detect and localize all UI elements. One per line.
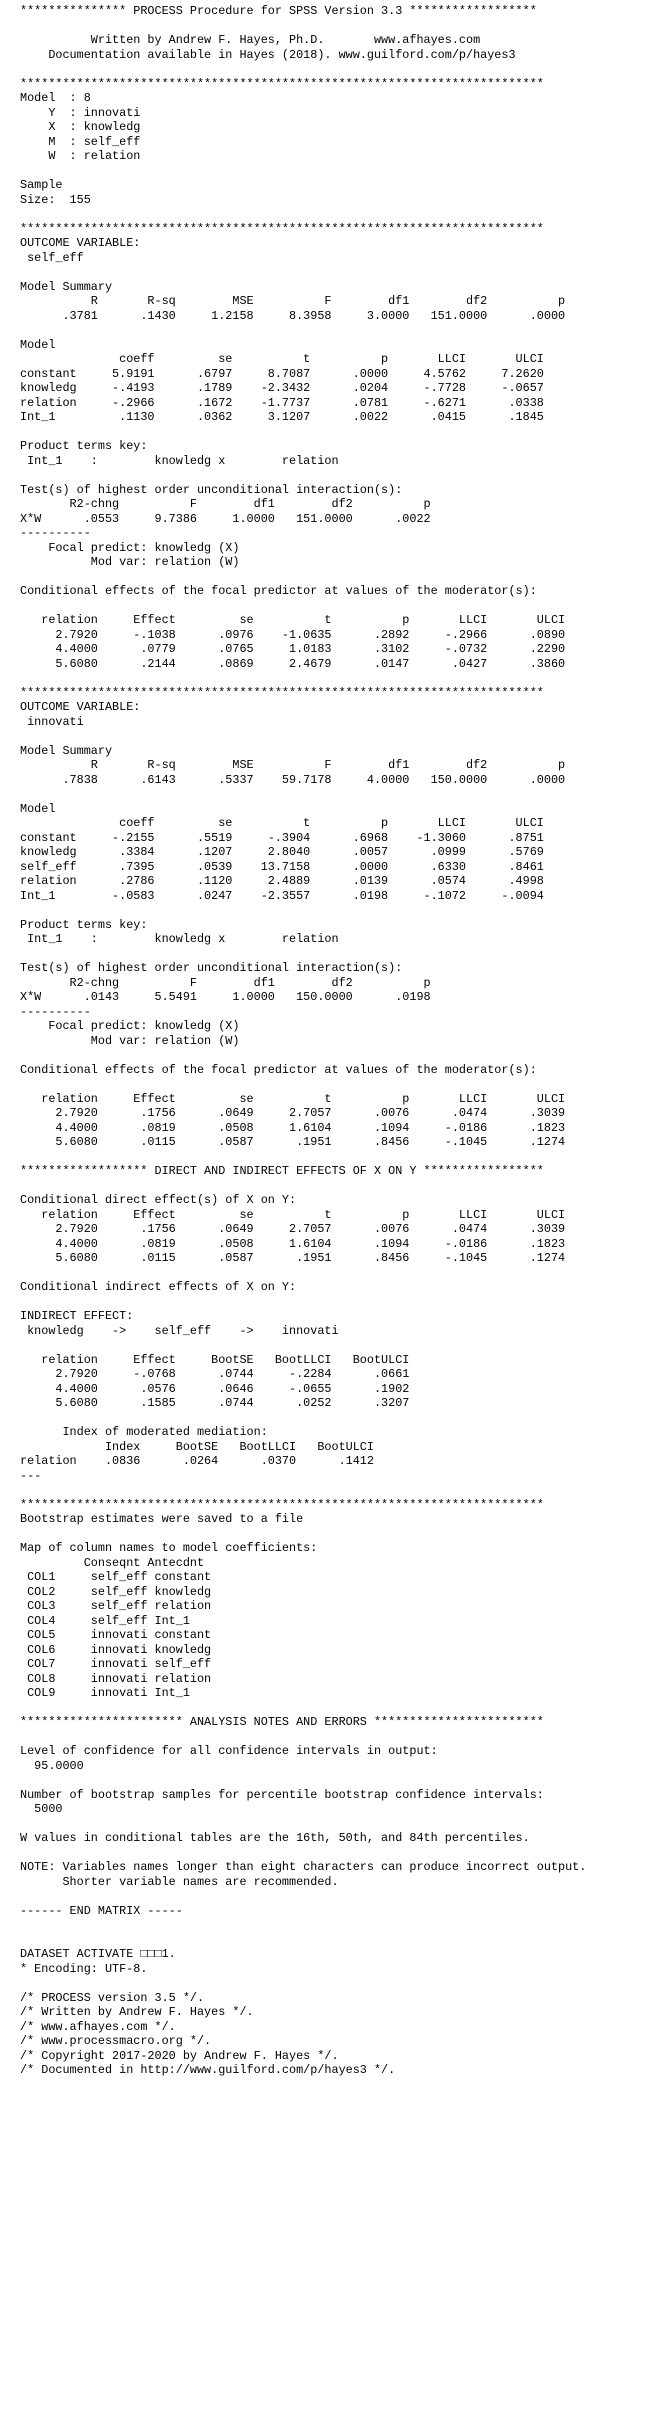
output-line xyxy=(20,1077,586,1092)
output-line: 5000 xyxy=(20,1802,63,1816)
output-line xyxy=(20,570,586,585)
output-line xyxy=(20,1846,586,1861)
output-line: Index of moderated mediation: xyxy=(20,1425,268,1439)
output-line: /* Copyright 2017-2020 by Andrew F. Hayes */. xyxy=(20,2048,339,2063)
output-line: relation .2786 .1120 2.4889 .0139 .0574 .4998 xyxy=(20,874,544,888)
output-line: ************************************************************************** xyxy=(20,1497,544,1512)
output-line xyxy=(20,1817,586,1832)
output-line xyxy=(20,947,586,962)
output-line: relation .0836 .0264 .0370 .1412 xyxy=(20,1454,374,1468)
output-line: /* www.processmacro.org */. xyxy=(20,2034,212,2048)
output-line xyxy=(20,1266,586,1281)
output-line xyxy=(20,1179,586,1194)
output-line: R R-sq MSE F df1 df2 p xyxy=(20,294,566,308)
output-line: OUTCOME VARIABLE: xyxy=(20,700,141,714)
output-line: Mod var: relation (W) xyxy=(20,1033,240,1048)
output-line: Number of bootstrap samples for percentile bootstrap confidence intervals: xyxy=(20,1787,544,1802)
output-line: X : knowledg xyxy=(20,120,141,134)
output-line: M : self_eff xyxy=(20,134,141,149)
output-line: COL7 innovati self_eff xyxy=(20,1657,212,1671)
output-line xyxy=(20,1338,586,1353)
output-line: 2.7920 .1756 .0649 2.7057 .0076 .0474 .3039 xyxy=(20,1222,566,1236)
output-line: relation Effect BootSE BootLLCI BootULCI xyxy=(20,1352,410,1367)
output-line: constant -.2155 .5519 -.3904 .6968 -1.3060 .8751 xyxy=(20,830,544,845)
output-line xyxy=(20,1730,586,1745)
output-line xyxy=(20,207,586,222)
output-line: Y : innovati xyxy=(20,105,141,120)
output-line: knowledg .3384 .1207 2.8040 .0057 .0999 .5769 xyxy=(20,845,544,859)
output-line xyxy=(20,903,586,918)
output-line: ************************************************************************** xyxy=(20,76,544,91)
output-line: Model xyxy=(20,337,56,352)
output-line xyxy=(20,1295,586,1310)
output-line: ---------- xyxy=(20,526,91,540)
output-line: 5.6080 .0115 .0587 .1951 .8456 -.1045 .1274 xyxy=(20,1135,566,1149)
output-line: Int_1 : knowledg x relation xyxy=(20,932,339,946)
output-line xyxy=(20,1889,586,1904)
output-line xyxy=(20,1527,586,1542)
output-line xyxy=(20,1918,586,1933)
output-line: Int_1 : knowledg x relation xyxy=(20,453,339,468)
output-line xyxy=(20,787,586,802)
output-line: /* PROCESS version 3.5 */. xyxy=(20,1990,205,2005)
output-line: Conditional direct effect(s) of X on Y: xyxy=(20,1193,297,1207)
output-line: Bootstrap estimates were saved to a file xyxy=(20,1512,304,1526)
output-line: *********************** ANALYSIS NOTES AND ERRORS ************************ xyxy=(20,1715,544,1729)
output-line: COL1 self_eff constant xyxy=(20,1570,212,1584)
output-line: Conditional effects of the focal predictor at values of the moderator(s): xyxy=(20,1062,537,1077)
output-line: COL4 self_eff Int_1 xyxy=(20,1613,190,1628)
output-line: Test(s) of highest order unconditional interaction(s): xyxy=(20,482,403,497)
output-line: constant 5.9191 .6797 8.7087 .0000 4.5762 7.2620 xyxy=(20,366,544,381)
output-line: coeff se t p LLCI ULCI xyxy=(20,816,544,830)
output-line: Conditional effects of the focal predictor at values of the moderator(s): xyxy=(20,584,537,598)
output-line: 4.4000 .0819 .0508 1.6104 .1094 -.0186 .1823 xyxy=(20,1120,566,1135)
output-line xyxy=(20,1411,586,1426)
output-line xyxy=(20,468,586,483)
output-line: .7838 .6143 .5337 59.7178 4.0000 150.0000 .0000 xyxy=(20,772,566,787)
output-line: 2.7920 .1756 .0649 2.7057 .0076 .0474 .3039 xyxy=(20,1106,566,1120)
output-line xyxy=(20,19,586,34)
output-line: R2-chng F df1 df2 p xyxy=(20,975,431,990)
output-line: Map of column names to model coefficients: xyxy=(20,1541,318,1555)
output-line xyxy=(20,1483,586,1498)
output-line xyxy=(20,729,586,744)
output-line xyxy=(20,671,586,686)
output-line: Product terms key: xyxy=(20,439,148,453)
output-line: Focal predict: knowledg (X) xyxy=(20,540,240,555)
output-line xyxy=(20,323,586,338)
output-line: COL6 innovati knowledg xyxy=(20,1642,212,1657)
output-line: Sample xyxy=(20,178,63,192)
output-line: 5.6080 .1585 .0744 .0252 .3207 xyxy=(20,1396,410,1410)
output-line: Model Summary xyxy=(20,279,113,294)
output-line: ************************************************************************** xyxy=(20,685,544,700)
output-line: Size: 155 xyxy=(20,192,91,207)
output-line: Documentation available in Hayes (2018). www.guilford.com/p/hayes3 xyxy=(20,47,516,62)
output-line: 5.6080 .0115 .0587 .1951 .8456 -.1045 .1274 xyxy=(20,1251,566,1265)
output-line: 4.4000 .0576 .0646 -.0655 .1902 xyxy=(20,1381,410,1396)
output-line xyxy=(20,425,586,440)
output-line: Int_1 .1130 .0362 3.1207 .0022 .0415 .1845 xyxy=(20,410,544,424)
output-line: COL3 self_eff relation xyxy=(20,1599,212,1613)
output-line: Test(s) of highest order unconditional interaction(s): xyxy=(20,961,403,975)
output-line: Product terms key: xyxy=(20,917,148,932)
output-line xyxy=(20,1701,586,1716)
output-line: /* www.afhayes.com */. xyxy=(20,2019,176,2034)
output-line: self_eff .7395 .0539 13.7158 .0000 .6330 .8461 xyxy=(20,859,544,874)
output-line: ---------- xyxy=(20,1004,91,1019)
output-line: relation Effect se t p LLCI ULCI xyxy=(20,1207,566,1222)
output-line: Model Summary xyxy=(20,743,113,758)
output-line: 5.6080 .2144 .0869 2.4679 .0147 .0427 .3860 xyxy=(20,656,566,671)
output-line: ************************************************************************** xyxy=(20,221,544,236)
output-line: 95.0000 xyxy=(20,1758,84,1773)
output-line xyxy=(20,1150,586,1165)
output-line: knowledg -> self_eff -> innovati xyxy=(20,1323,339,1338)
output-line xyxy=(20,1773,586,1788)
output-line: COL9 innovati Int_1 xyxy=(20,1686,190,1700)
output-line: X*W .0553 9.7386 1.0000 151.0000 .0022 xyxy=(20,511,431,526)
output-line xyxy=(20,1933,586,1948)
output-line xyxy=(20,599,586,614)
output-line: relation Effect se t p LLCI ULCI xyxy=(20,613,566,627)
output-line: ****************** DIRECT AND INDIRECT EFFECTS OF X ON Y ***************** xyxy=(20,1164,544,1178)
output-line: INDIRECT EFFECT: xyxy=(20,1309,134,1323)
output-line: --- xyxy=(20,1468,42,1483)
output-line: Focal predict: knowledg (X) xyxy=(20,1019,240,1033)
output-line: W values in conditional tables are the 16th, 50th, and 84th percentiles. xyxy=(20,1831,530,1845)
output-line: 2.7920 -.1038 .0976 -1.0635 .2892 -.2966 .0890 xyxy=(20,627,566,642)
output-line xyxy=(20,1976,586,1991)
output-line: 2.7920 -.0768 .0744 -.2284 .0661 xyxy=(20,1367,410,1381)
output-line: *************** PROCESS Procedure for SPSS Version 3.3 ****************** xyxy=(20,4,537,18)
output-line: self_eff xyxy=(20,250,84,265)
output-line: ------ END MATRIX ----- xyxy=(20,1903,183,1918)
output-line: NOTE: Variables names longer than eight characters can produce incorrect output. xyxy=(20,1860,587,1874)
output-line: COL2 self_eff knowledg xyxy=(20,1584,212,1599)
output-line: COL5 innovati constant xyxy=(20,1628,212,1642)
output-line: 4.4000 .0819 .0508 1.6104 .1094 -.0186 .1823 xyxy=(20,1236,566,1251)
output-line: /* Documented in http://www.guilford.com/p/hayes3 */. xyxy=(20,2063,396,2077)
output-line: Index BootSE BootLLCI BootULCI xyxy=(20,1439,374,1454)
output-line: COL8 innovati relation xyxy=(20,1671,212,1686)
output-line: coeff se t p LLCI ULCI xyxy=(20,352,544,366)
output-line: innovati xyxy=(20,714,84,729)
spss-output-text xyxy=(20,4,586,2078)
output-line xyxy=(20,62,586,77)
output-line: Written by Andrew F. Hayes, Ph.D. www.afhayes.com xyxy=(20,33,481,47)
output-line xyxy=(20,164,586,179)
output-line: knowledg -.4193 .1789 -2.3432 .0204 -.7728 -.0657 xyxy=(20,381,544,395)
output-line xyxy=(20,265,586,280)
output-line: * Encoding: UTF-8. xyxy=(20,1961,148,1976)
output-line: R2-chng F df1 df2 p xyxy=(20,497,431,511)
output-line: Level of confidence for all confidence intervals in output: xyxy=(20,1744,438,1758)
output-line xyxy=(20,1048,586,1063)
output-line: /* Written by Andrew F. Hayes */. xyxy=(20,2005,254,2019)
output-line: Conseqnt Antecdnt xyxy=(20,1555,205,1570)
output-line: DATASET ACTIVATE □□□1. xyxy=(20,1947,176,1961)
output-line: relation -.2966 .1672 -1.7737 .0781 -.6271 .0338 xyxy=(20,395,544,410)
output-line: Shorter variable names are recommended. xyxy=(20,1874,339,1889)
output-line: 4.4000 .0779 .0765 1.0183 .3102 -.0732 .2290 xyxy=(20,642,566,656)
output-line: relation Effect se t p LLCI ULCI xyxy=(20,1091,566,1106)
output-line: OUTCOME VARIABLE: xyxy=(20,236,141,250)
output-line: R R-sq MSE F df1 df2 p xyxy=(20,758,566,772)
output-line: Conditional indirect effects of X on Y: xyxy=(20,1280,297,1294)
output-line: .3781 .1430 1.2158 8.3958 3.0000 151.0000 .0000 xyxy=(20,308,566,323)
output-line: X*W .0143 5.5491 1.0000 150.0000 .0198 xyxy=(20,990,431,1004)
output-line: Mod var: relation (W) xyxy=(20,555,240,569)
output-line: W : relation xyxy=(20,149,141,163)
output-line: Model : 8 xyxy=(20,91,91,105)
output-line: Int_1 -.0583 .0247 -2.3557 .0198 -.1072 -.0094 xyxy=(20,888,544,903)
output-line: Model xyxy=(20,801,56,816)
